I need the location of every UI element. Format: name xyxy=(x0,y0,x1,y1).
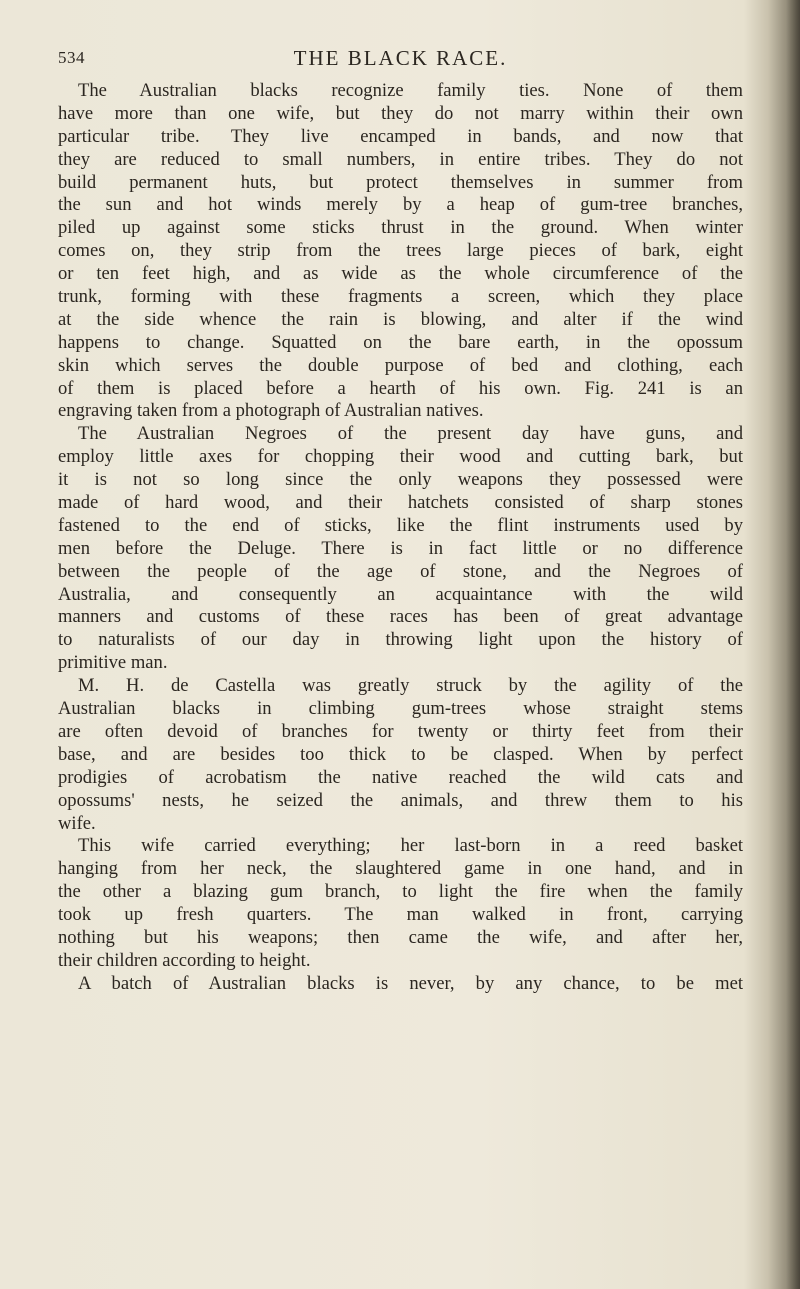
text-line: made of hard wood, and their hatchets consisted of sharp stones xyxy=(58,492,743,514)
text-line: engraving taken from a photograph of Australian natives. xyxy=(58,400,484,422)
text-line: hanging from her neck, the slaughtered game in one hand, and in xyxy=(58,858,743,880)
text-line: Australia, and consequently an acquaintance with the wild xyxy=(58,583,743,605)
text-line: base, and are besides too thick to be clasped. When by perfect xyxy=(58,743,743,765)
text-line: This wife carried everything; her last-born in a reed basket xyxy=(78,835,743,857)
book-spine-shadow xyxy=(786,0,800,1289)
text-line: The Australian blacks recognize family ties. None of them xyxy=(78,80,743,101)
text-line: to naturalists of our day in throwing light upon the history of xyxy=(58,629,743,651)
body-text xyxy=(58,80,743,996)
text-line: or ten feet high, and as wide as the whole circumference of the xyxy=(58,263,743,285)
text-line: between the people of the age of stone, and the Negroes of xyxy=(58,560,743,582)
text-line: particular tribe. They live encamped in bands, and now that xyxy=(58,125,743,147)
text-line: wife. xyxy=(58,812,96,834)
text-line: M. H. de Castella was greatly struck by the agility of the xyxy=(78,675,743,697)
text-line: took up fresh quarters. The man walked in front, carrying xyxy=(58,904,743,926)
text-line: at the side whence the rain is blowing, and alter if the wind xyxy=(58,308,743,330)
text-line: nothing but his weapons; then came the wife, and after her, xyxy=(58,926,743,948)
text-line: skin which serves the double purpose of bed and clothing, each xyxy=(58,354,743,376)
text-line: their children according to height. xyxy=(58,949,311,971)
text-line: are often devoid of branches for twenty or thirty feet from their xyxy=(58,720,743,742)
text-line: build permanent huts, but protect themselves in summer from xyxy=(58,171,743,193)
text-line: comes on, they strip from the trees large pieces of bark, eight xyxy=(58,240,743,262)
text-line: A batch of Australian blacks is never, by any chance, to be met xyxy=(78,972,743,994)
text-line: Australian blacks in climbing gum-trees whose straight stems xyxy=(58,698,743,720)
text-line: the sun and hot winds merely by a heap of gum-tree branches, xyxy=(58,194,743,216)
text-line: of them is placed before a hearth of his own. Fig. 241 is an xyxy=(58,377,743,399)
text-line: have more than one wife, but they do not marry within their own xyxy=(58,102,743,124)
text-line: opossums' nests, he seized the animals, and threw them to his xyxy=(58,789,743,811)
text-line: primitive man. xyxy=(58,652,168,674)
text-line: prodigies of acrobatism the native reached the wild cats and xyxy=(58,766,743,788)
text-line: the other a blazing gum branch, to light the fire when the family xyxy=(58,881,743,903)
text-line: The Australian Negroes of the present day have guns, and xyxy=(78,423,743,445)
text-line: men before the Deluge. There is in fact little or no difference xyxy=(58,537,743,559)
text-line: employ little axes for chopping their wood and cutting bark, but xyxy=(58,446,743,468)
running-head xyxy=(58,46,743,72)
text-line: trunk, forming with these fragments a screen, which they place xyxy=(58,286,743,308)
text-line: manners and customs of these races has been of great advantage xyxy=(58,606,743,628)
text-line: they are reduced to small numbers, in entire tribes. They do not xyxy=(58,148,743,170)
running-title: THE BLACK RACE. xyxy=(293,46,508,70)
text-line: piled up against some sticks thrust in the ground. When winter xyxy=(58,217,743,239)
text-line: it is not so long since the only weapons they possessed were xyxy=(58,469,743,491)
text-line: fastened to the end of sticks, like the flint instruments used by xyxy=(58,514,743,536)
page-number: 534 xyxy=(58,48,85,67)
text-line: happens to change. Squatted on the bare earth, in the opossum xyxy=(58,331,743,353)
